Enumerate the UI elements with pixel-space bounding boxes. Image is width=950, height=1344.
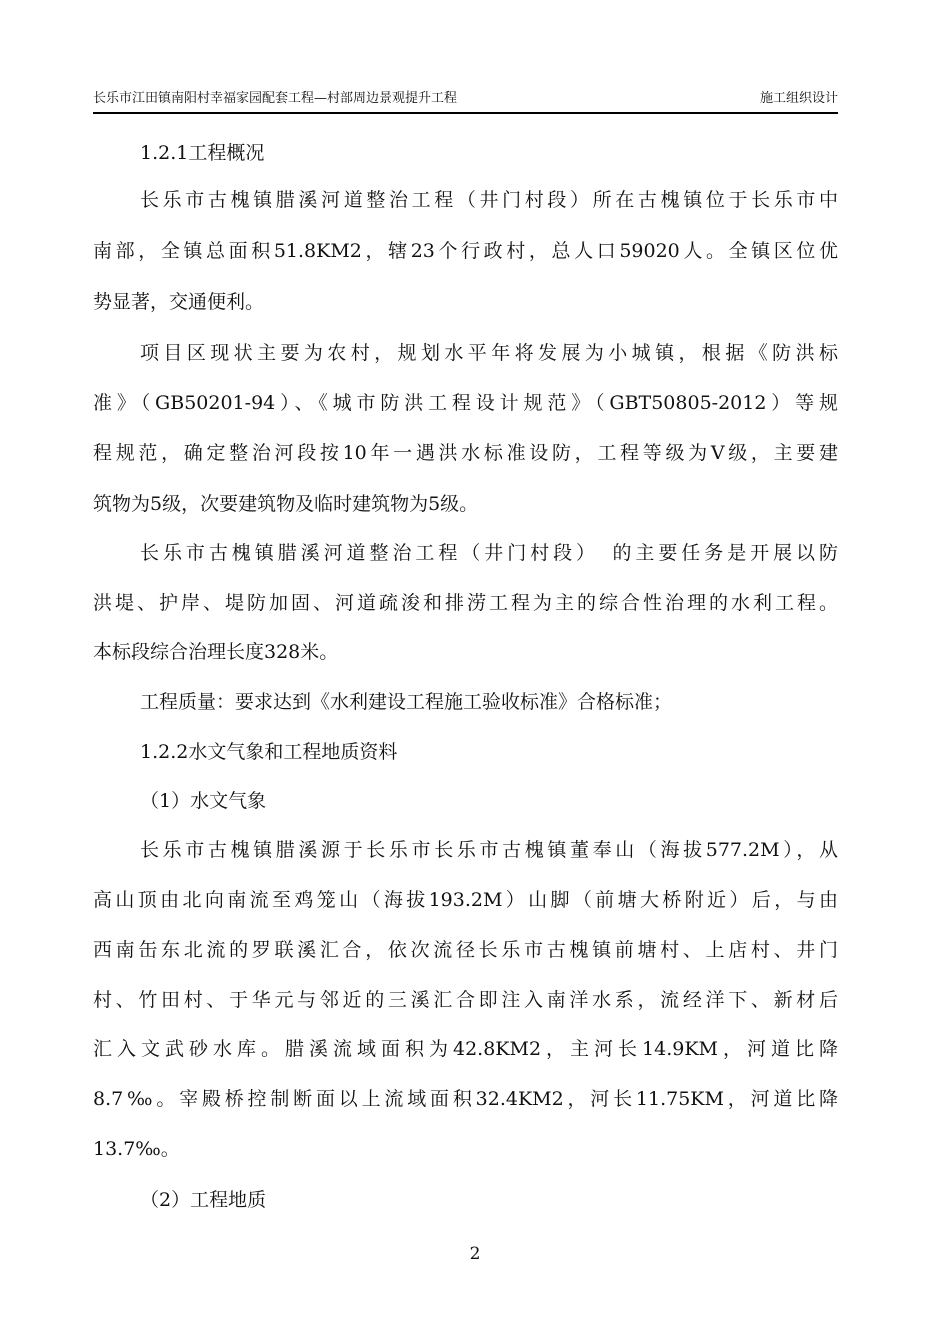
- paragraph-line: 势显著，交通便利。: [93, 291, 265, 313]
- subsection-heading-geology: （2）工程地质: [140, 1189, 267, 1211]
- subsection-heading-hydrology: （1）水文气象: [140, 790, 267, 812]
- paragraph-line: 南部，全镇总面积51.8KM2，辖23个行政村，总人口59020人。全镇区位优: [93, 240, 838, 262]
- header-document-type: 施工组织设计: [759, 91, 838, 106]
- paragraph-line: 洪堤、护岸、堤防加固、河道疏浚和排涝工程为主的综合性治理的水利工程。: [93, 592, 838, 614]
- paragraph-line: 长乐市古槐镇腊溪河道整治工程（井门村段） 的主要任务是开展以防: [140, 542, 838, 564]
- paragraph-line: 程规范，确定整治河段按10年一遇洪水标准设防，工程等级为Ⅴ级，主要建: [93, 442, 838, 464]
- paragraph-line: 准》（GB50201-94）、《城市防洪工程设计规范》（GBT50805-2012）等规: [93, 392, 838, 414]
- paragraph-line: 项目区现状主要为农村，规划水平年将发展为小城镇，根据《防洪标: [140, 342, 838, 364]
- paragraph-line: 西南缶东北流的罗联溪汇合，依次流径长乐市古槐镇前塘村、上店村、井门: [93, 939, 838, 961]
- paragraph-line: 高山顶由北向南流至鸡笼山（海拔193.2M）山脚（前塘大桥附近）后，与由: [93, 889, 838, 911]
- section-heading-1-2-2: 1.2.2水文气象和工程地质资料: [140, 741, 398, 763]
- paragraph-line: 长乐市古槐镇腊溪河道整治工程（井门村段）所在古槐镇位于长乐市中: [140, 189, 838, 211]
- paragraph-line: 13.7‰。: [93, 1138, 180, 1160]
- paragraph-line: 工程质量：要求达到《水利建设工程施工验收标准》合格标准；: [140, 691, 673, 713]
- paragraph-line: 村、竹田村、于华元与邻近的三溪汇合即注入南洋水系，流经洋下、新材后: [93, 989, 838, 1011]
- page-header: [93, 88, 838, 114]
- paragraph-line: 本标段综合治理长度328米。: [93, 641, 339, 663]
- header-project-title: 长乐市江田镇南阳村幸福家园配套工程—村部周边景观提升工程: [93, 91, 458, 106]
- section-heading-1-2-1: 1.2.1工程概况: [140, 142, 265, 164]
- paragraph-line: 筑物为5级，次要建筑物及临时建筑物为5级。: [93, 493, 479, 515]
- paragraph-line: 8.7‰。宰殿桥控制断面以上流域面积32.4KM2，河长11.75KM，河道比降: [93, 1088, 838, 1110]
- page-number: 2: [469, 1244, 481, 1264]
- paragraph-line: 长乐市古槐镇腊溪源于长乐市长乐市古槐镇董奉山（海拔577.2M），从: [140, 839, 838, 861]
- paragraph-line: 汇入文武砂水库。腊溪流域面积为42.8KM2，主河长14.9KM，河道比降: [93, 1038, 838, 1060]
